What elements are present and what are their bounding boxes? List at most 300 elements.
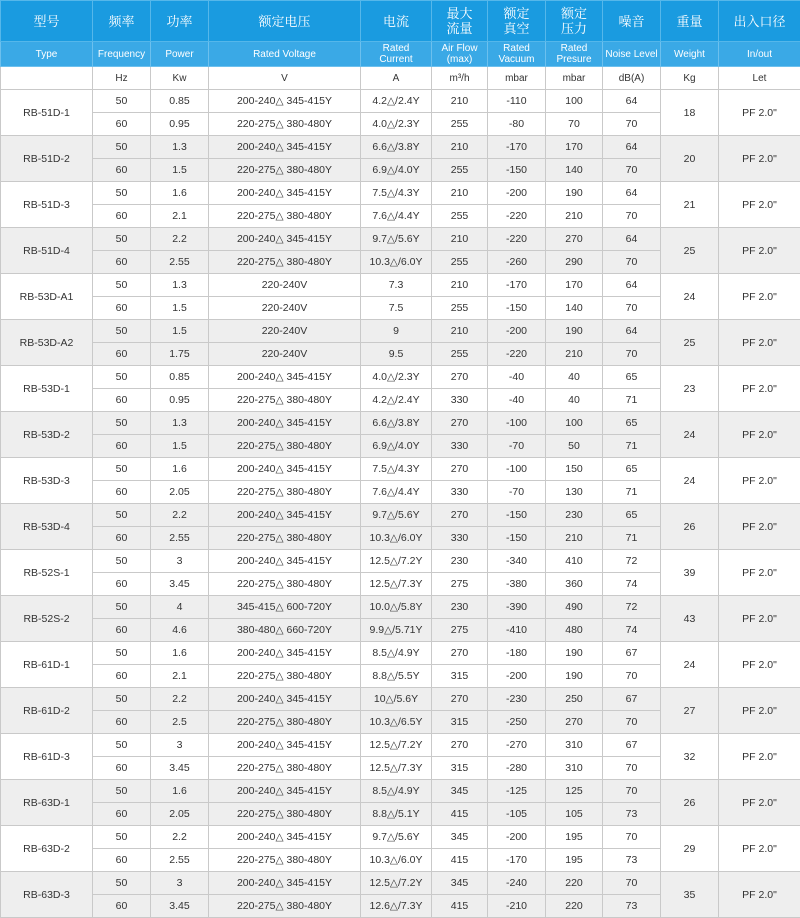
airflow-cell: 270: [432, 458, 488, 481]
table-row: [1, 780, 800, 803]
vacuum-cell: -200: [488, 320, 546, 343]
model-cell: RB-63D-2: [1, 826, 93, 872]
pressure-cell: 40: [546, 366, 603, 389]
pressure-cell: 170: [546, 274, 603, 297]
vacuum-cell: -250: [488, 711, 546, 734]
unit-noise: dB(A): [603, 67, 661, 90]
header-zh-type: 型号: [1, 1, 93, 42]
airflow-cell: 255: [432, 159, 488, 182]
airflow-cell: 330: [432, 435, 488, 458]
airflow-cell: 415: [432, 849, 488, 872]
header-zh-vacuum: 额定真空: [488, 1, 546, 42]
current-cell: 4.0△/2.3Y: [361, 113, 432, 136]
weight-cell: 20: [661, 136, 719, 182]
power-cell: 2.1: [151, 205, 209, 228]
pressure-cell: 310: [546, 734, 603, 757]
weight-cell: 24: [661, 274, 719, 320]
unit-weight: Kg: [661, 67, 719, 90]
noise-cell: 65: [603, 412, 661, 435]
power-cell: 1.3: [151, 274, 209, 297]
current-cell: 9.9△/5.71Y: [361, 619, 432, 642]
voltage-cell: 200-240△ 345-415Y: [209, 872, 361, 895]
voltage-cell: 200-240△ 345-415Y: [209, 734, 361, 757]
power-cell: 1.6: [151, 780, 209, 803]
weight-cell: 25: [661, 228, 719, 274]
pressure-cell: 230: [546, 504, 603, 527]
power-cell: 1.5: [151, 320, 209, 343]
power-cell: 2.2: [151, 688, 209, 711]
voltage-cell: 220-275△ 380-480Y: [209, 251, 361, 274]
voltage-cell: 345-415△ 600-720Y: [209, 596, 361, 619]
pressure-cell: 105: [546, 803, 603, 826]
noise-cell: 73: [603, 895, 661, 918]
pressure-cell: 170: [546, 136, 603, 159]
noise-cell: 65: [603, 504, 661, 527]
voltage-cell: 200-240△ 345-415Y: [209, 412, 361, 435]
pressure-cell: 360: [546, 573, 603, 596]
header-en-power: Power: [151, 42, 209, 67]
power-cell: 4.6: [151, 619, 209, 642]
frequency-cell: 60: [93, 435, 151, 458]
model-cell: RB-51D-2: [1, 136, 93, 182]
header-en-voltage: Rated Voltage: [209, 42, 361, 67]
port-cell: PF 2.0": [719, 596, 800, 642]
vacuum-cell: -220: [488, 205, 546, 228]
frequency-cell: 60: [93, 527, 151, 550]
model-cell: RB-53D-4: [1, 504, 93, 550]
port-cell: PF 2.0": [719, 182, 800, 228]
weight-cell: 18: [661, 90, 719, 136]
current-cell: 12.5△/7.2Y: [361, 550, 432, 573]
current-cell: 9.7△/5.6Y: [361, 228, 432, 251]
airflow-cell: 230: [432, 550, 488, 573]
vacuum-cell: -220: [488, 228, 546, 251]
table-row: [1, 274, 800, 297]
vacuum-cell: -230: [488, 688, 546, 711]
table-row: [1, 642, 800, 665]
frequency-cell: 60: [93, 159, 151, 182]
voltage-cell: 220-240V: [209, 297, 361, 320]
header-zh-frequency: 频率: [93, 1, 151, 42]
voltage-cell: 200-240△ 345-415Y: [209, 504, 361, 527]
noise-cell: 74: [603, 573, 661, 596]
vacuum-cell: -240: [488, 872, 546, 895]
noise-cell: 74: [603, 619, 661, 642]
frequency-cell: 50: [93, 458, 151, 481]
pressure-cell: 195: [546, 826, 603, 849]
weight-cell: 25: [661, 320, 719, 366]
airflow-cell: 275: [432, 619, 488, 642]
airflow-cell: 255: [432, 205, 488, 228]
header-en-frequency: Frequency: [93, 42, 151, 67]
noise-cell: 70: [603, 711, 661, 734]
power-cell: 3.45: [151, 573, 209, 596]
airflow-cell: 270: [432, 734, 488, 757]
airflow-cell: 270: [432, 412, 488, 435]
voltage-cell: 220-275△ 380-480Y: [209, 113, 361, 136]
weight-cell: 24: [661, 642, 719, 688]
current-cell: 6.6△/3.8Y: [361, 136, 432, 159]
current-cell: 6.6△/3.8Y: [361, 412, 432, 435]
noise-cell: 67: [603, 642, 661, 665]
table-row: [1, 826, 800, 849]
table-body: [1, 90, 800, 918]
pressure-cell: 130: [546, 481, 603, 504]
current-cell: 8.8△/5.5Y: [361, 665, 432, 688]
unit-vacuum: mbar: [488, 67, 546, 90]
table-row: [1, 366, 800, 389]
current-cell: 12.5△/7.2Y: [361, 734, 432, 757]
vacuum-cell: -125: [488, 780, 546, 803]
current-cell: 7.5△/4.3Y: [361, 182, 432, 205]
voltage-cell: 220-275△ 380-480Y: [209, 159, 361, 182]
model-cell: RB-61D-2: [1, 688, 93, 734]
voltage-cell: 220-275△ 380-480Y: [209, 481, 361, 504]
header-zh-power: 功率: [151, 1, 209, 42]
port-cell: PF 2.0": [719, 366, 800, 412]
model-cell: RB-52S-2: [1, 596, 93, 642]
port-cell: PF 2.0": [719, 734, 800, 780]
pressure-cell: 490: [546, 596, 603, 619]
voltage-cell: 220-275△ 380-480Y: [209, 895, 361, 918]
voltage-cell: 200-240△ 345-415Y: [209, 228, 361, 251]
pressure-cell: 190: [546, 182, 603, 205]
airflow-cell: 255: [432, 297, 488, 320]
pressure-cell: 480: [546, 619, 603, 642]
weight-cell: 39: [661, 550, 719, 596]
units-row: [1, 67, 800, 90]
voltage-cell: 220-275△ 380-480Y: [209, 527, 361, 550]
header-zh-weight: 重量: [661, 1, 719, 42]
port-cell: PF 2.0": [719, 642, 800, 688]
airflow-cell: 345: [432, 872, 488, 895]
weight-cell: 32: [661, 734, 719, 780]
power-cell: 2.55: [151, 251, 209, 274]
noise-cell: 70: [603, 251, 661, 274]
noise-cell: 73: [603, 803, 661, 826]
header-zh-voltage: 额定电压: [209, 1, 361, 42]
pressure-cell: 40: [546, 389, 603, 412]
vacuum-cell: -100: [488, 458, 546, 481]
weight-cell: 24: [661, 412, 719, 458]
pressure-cell: 190: [546, 320, 603, 343]
vacuum-cell: -40: [488, 366, 546, 389]
voltage-cell: 200-240△ 345-415Y: [209, 458, 361, 481]
power-cell: 3.45: [151, 895, 209, 918]
airflow-cell: 345: [432, 826, 488, 849]
noise-cell: 64: [603, 228, 661, 251]
current-cell: 4.2△/2.4Y: [361, 389, 432, 412]
table-row: [1, 136, 800, 159]
power-cell: 2.2: [151, 228, 209, 251]
weight-cell: 23: [661, 366, 719, 412]
vacuum-cell: -150: [488, 297, 546, 320]
power-cell: 1.6: [151, 642, 209, 665]
header-en-noise: Noise Level: [603, 42, 661, 67]
vacuum-cell: -150: [488, 159, 546, 182]
power-cell: 2.05: [151, 481, 209, 504]
voltage-cell: 220-240V: [209, 274, 361, 297]
header-en-pressure: Rated Presure: [546, 42, 603, 67]
voltage-cell: 220-275△ 380-480Y: [209, 573, 361, 596]
pressure-cell: 410: [546, 550, 603, 573]
pressure-cell: 220: [546, 895, 603, 918]
pressure-cell: 270: [546, 711, 603, 734]
pressure-cell: 100: [546, 90, 603, 113]
header-zh-current: 电流: [361, 1, 432, 42]
header-zh-airflow: 最大流量: [432, 1, 488, 42]
weight-cell: 27: [661, 688, 719, 734]
airflow-cell: 315: [432, 711, 488, 734]
airflow-cell: 275: [432, 573, 488, 596]
voltage-cell: 220-240V: [209, 343, 361, 366]
vacuum-cell: -340: [488, 550, 546, 573]
airflow-cell: 210: [432, 136, 488, 159]
model-cell: RB-63D-1: [1, 780, 93, 826]
vacuum-cell: -170: [488, 849, 546, 872]
noise-cell: 67: [603, 688, 661, 711]
current-cell: 12.6△/7.3Y: [361, 895, 432, 918]
frequency-cell: 50: [93, 182, 151, 205]
model-cell: RB-63D-3: [1, 872, 93, 918]
frequency-cell: 60: [93, 619, 151, 642]
power-cell: 3.45: [151, 757, 209, 780]
frequency-cell: 50: [93, 550, 151, 573]
voltage-cell: 200-240△ 345-415Y: [209, 90, 361, 113]
power-cell: 0.85: [151, 90, 209, 113]
port-cell: PF 2.0": [719, 688, 800, 734]
port-cell: PF 2.0": [719, 136, 800, 182]
header-en-type: Type: [1, 42, 93, 67]
airflow-cell: 330: [432, 389, 488, 412]
power-cell: 0.95: [151, 113, 209, 136]
noise-cell: 70: [603, 297, 661, 320]
noise-cell: 72: [603, 550, 661, 573]
power-cell: 2.5: [151, 711, 209, 734]
noise-cell: 64: [603, 320, 661, 343]
power-cell: 3: [151, 872, 209, 895]
voltage-cell: 220-240V: [209, 320, 361, 343]
noise-cell: 65: [603, 366, 661, 389]
table-row: [1, 458, 800, 481]
noise-cell: 71: [603, 481, 661, 504]
model-cell: RB-61D-3: [1, 734, 93, 780]
vacuum-cell: -410: [488, 619, 546, 642]
frequency-cell: 50: [93, 412, 151, 435]
current-cell: 6.9△/4.0Y: [361, 435, 432, 458]
voltage-cell: 200-240△ 345-415Y: [209, 550, 361, 573]
frequency-cell: 50: [93, 688, 151, 711]
header-zh-pressure: 额定压力: [546, 1, 603, 42]
current-cell: 9.7△/5.6Y: [361, 826, 432, 849]
model-cell: RB-51D-3: [1, 182, 93, 228]
table-row: [1, 228, 800, 251]
table-header: [1, 1, 800, 90]
vacuum-cell: -105: [488, 803, 546, 826]
vacuum-cell: -70: [488, 435, 546, 458]
unit-power: Kw: [151, 67, 209, 90]
pressure-cell: 125: [546, 780, 603, 803]
model-cell: RB-53D-1: [1, 366, 93, 412]
frequency-cell: 50: [93, 872, 151, 895]
current-cell: 4.2△/2.4Y: [361, 90, 432, 113]
power-cell: 4: [151, 596, 209, 619]
current-cell: 9.7△/5.6Y: [361, 504, 432, 527]
header-en-current: Rated Current: [361, 42, 432, 67]
pressure-cell: 70: [546, 113, 603, 136]
power-cell: 1.6: [151, 182, 209, 205]
current-cell: 6.9△/4.0Y: [361, 159, 432, 182]
vacuum-cell: -110: [488, 90, 546, 113]
pressure-cell: 210: [546, 343, 603, 366]
noise-cell: 70: [603, 343, 661, 366]
noise-cell: 71: [603, 527, 661, 550]
frequency-cell: 60: [93, 389, 151, 412]
frequency-cell: 50: [93, 780, 151, 803]
vacuum-cell: -150: [488, 504, 546, 527]
pressure-cell: 140: [546, 297, 603, 320]
vacuum-cell: -200: [488, 665, 546, 688]
power-cell: 2.1: [151, 665, 209, 688]
table-row: [1, 412, 800, 435]
noise-cell: 72: [603, 596, 661, 619]
voltage-cell: 200-240△ 345-415Y: [209, 182, 361, 205]
table-row: [1, 550, 800, 573]
vacuum-cell: -380: [488, 573, 546, 596]
unit-voltage: V: [209, 67, 361, 90]
voltage-cell: 200-240△ 345-415Y: [209, 642, 361, 665]
current-cell: 9.5: [361, 343, 432, 366]
pressure-cell: 310: [546, 757, 603, 780]
model-cell: RB-53D-3: [1, 458, 93, 504]
airflow-cell: 330: [432, 481, 488, 504]
airflow-cell: 270: [432, 688, 488, 711]
frequency-cell: 60: [93, 711, 151, 734]
vacuum-cell: -270: [488, 734, 546, 757]
frequency-cell: 50: [93, 136, 151, 159]
voltage-cell: 220-275△ 380-480Y: [209, 205, 361, 228]
noise-cell: 64: [603, 136, 661, 159]
weight-cell: 26: [661, 504, 719, 550]
port-cell: PF 2.0": [719, 872, 800, 918]
pressure-cell: 100: [546, 412, 603, 435]
table-row: [1, 90, 800, 113]
vacuum-cell: -390: [488, 596, 546, 619]
frequency-cell: 60: [93, 481, 151, 504]
vacuum-cell: -170: [488, 136, 546, 159]
vacuum-cell: -40: [488, 389, 546, 412]
voltage-cell: 200-240△ 345-415Y: [209, 366, 361, 389]
unit-pressure: mbar: [546, 67, 603, 90]
frequency-cell: 50: [93, 90, 151, 113]
power-cell: 1.6: [151, 458, 209, 481]
noise-cell: 71: [603, 435, 661, 458]
model-cell: RB-51D-4: [1, 228, 93, 274]
frequency-cell: 50: [93, 274, 151, 297]
frequency-cell: 50: [93, 642, 151, 665]
model-cell: RB-52S-1: [1, 550, 93, 596]
vacuum-cell: -80: [488, 113, 546, 136]
airflow-cell: 345: [432, 780, 488, 803]
table-row: [1, 596, 800, 619]
pressure-cell: 210: [546, 527, 603, 550]
frequency-cell: 50: [93, 826, 151, 849]
table-row: [1, 872, 800, 895]
current-cell: 8.8△/5.1Y: [361, 803, 432, 826]
frequency-cell: 50: [93, 320, 151, 343]
pressure-cell: 190: [546, 642, 603, 665]
current-cell: 10△/5.6Y: [361, 688, 432, 711]
power-cell: 0.95: [151, 389, 209, 412]
voltage-cell: 200-240△ 345-415Y: [209, 136, 361, 159]
current-cell: 8.5△/4.9Y: [361, 642, 432, 665]
current-cell: 12.5△/7.3Y: [361, 757, 432, 780]
header-row-zh: [1, 1, 800, 42]
vacuum-cell: -200: [488, 826, 546, 849]
noise-cell: 67: [603, 734, 661, 757]
pressure-cell: 195: [546, 849, 603, 872]
pressure-cell: 50: [546, 435, 603, 458]
power-cell: 1.75: [151, 343, 209, 366]
power-cell: 1.3: [151, 136, 209, 159]
current-cell: 10.3△/6.0Y: [361, 527, 432, 550]
power-cell: 1.5: [151, 435, 209, 458]
table-row: [1, 504, 800, 527]
frequency-cell: 60: [93, 895, 151, 918]
pressure-cell: 250: [546, 688, 603, 711]
weight-cell: 24: [661, 458, 719, 504]
frequency-cell: 50: [93, 734, 151, 757]
pressure-cell: 220: [546, 872, 603, 895]
current-cell: 10.0△/5.8Y: [361, 596, 432, 619]
power-cell: 3: [151, 550, 209, 573]
vacuum-cell: -280: [488, 757, 546, 780]
frequency-cell: 60: [93, 849, 151, 872]
port-cell: PF 2.0": [719, 274, 800, 320]
power-cell: 0.85: [151, 366, 209, 389]
current-cell: 9: [361, 320, 432, 343]
unit-current: A: [361, 67, 432, 90]
airflow-cell: 270: [432, 366, 488, 389]
frequency-cell: 60: [93, 297, 151, 320]
current-cell: 7.6△/4.4Y: [361, 205, 432, 228]
vacuum-cell: -170: [488, 274, 546, 297]
power-cell: 3: [151, 734, 209, 757]
header-en-port: In/out: [719, 42, 800, 67]
unit-port: Let: [719, 67, 800, 90]
current-cell: 10.3△/6.0Y: [361, 251, 432, 274]
power-cell: 2.2: [151, 504, 209, 527]
frequency-cell: 50: [93, 228, 151, 251]
airflow-cell: 330: [432, 527, 488, 550]
voltage-cell: 200-240△ 345-415Y: [209, 688, 361, 711]
weight-cell: 43: [661, 596, 719, 642]
vacuum-cell: -260: [488, 251, 546, 274]
airflow-cell: 210: [432, 182, 488, 205]
port-cell: PF 2.0": [719, 550, 800, 596]
header-zh-port: 出入口径: [719, 1, 800, 42]
weight-cell: 35: [661, 872, 719, 918]
frequency-cell: 50: [93, 366, 151, 389]
airflow-cell: 255: [432, 113, 488, 136]
power-cell: 1.5: [151, 159, 209, 182]
port-cell: PF 2.0": [719, 228, 800, 274]
noise-cell: 70: [603, 872, 661, 895]
voltage-cell: 380-480△ 660-720Y: [209, 619, 361, 642]
airflow-cell: 315: [432, 757, 488, 780]
model-cell: RB-53D-A2: [1, 320, 93, 366]
vacuum-cell: -150: [488, 527, 546, 550]
